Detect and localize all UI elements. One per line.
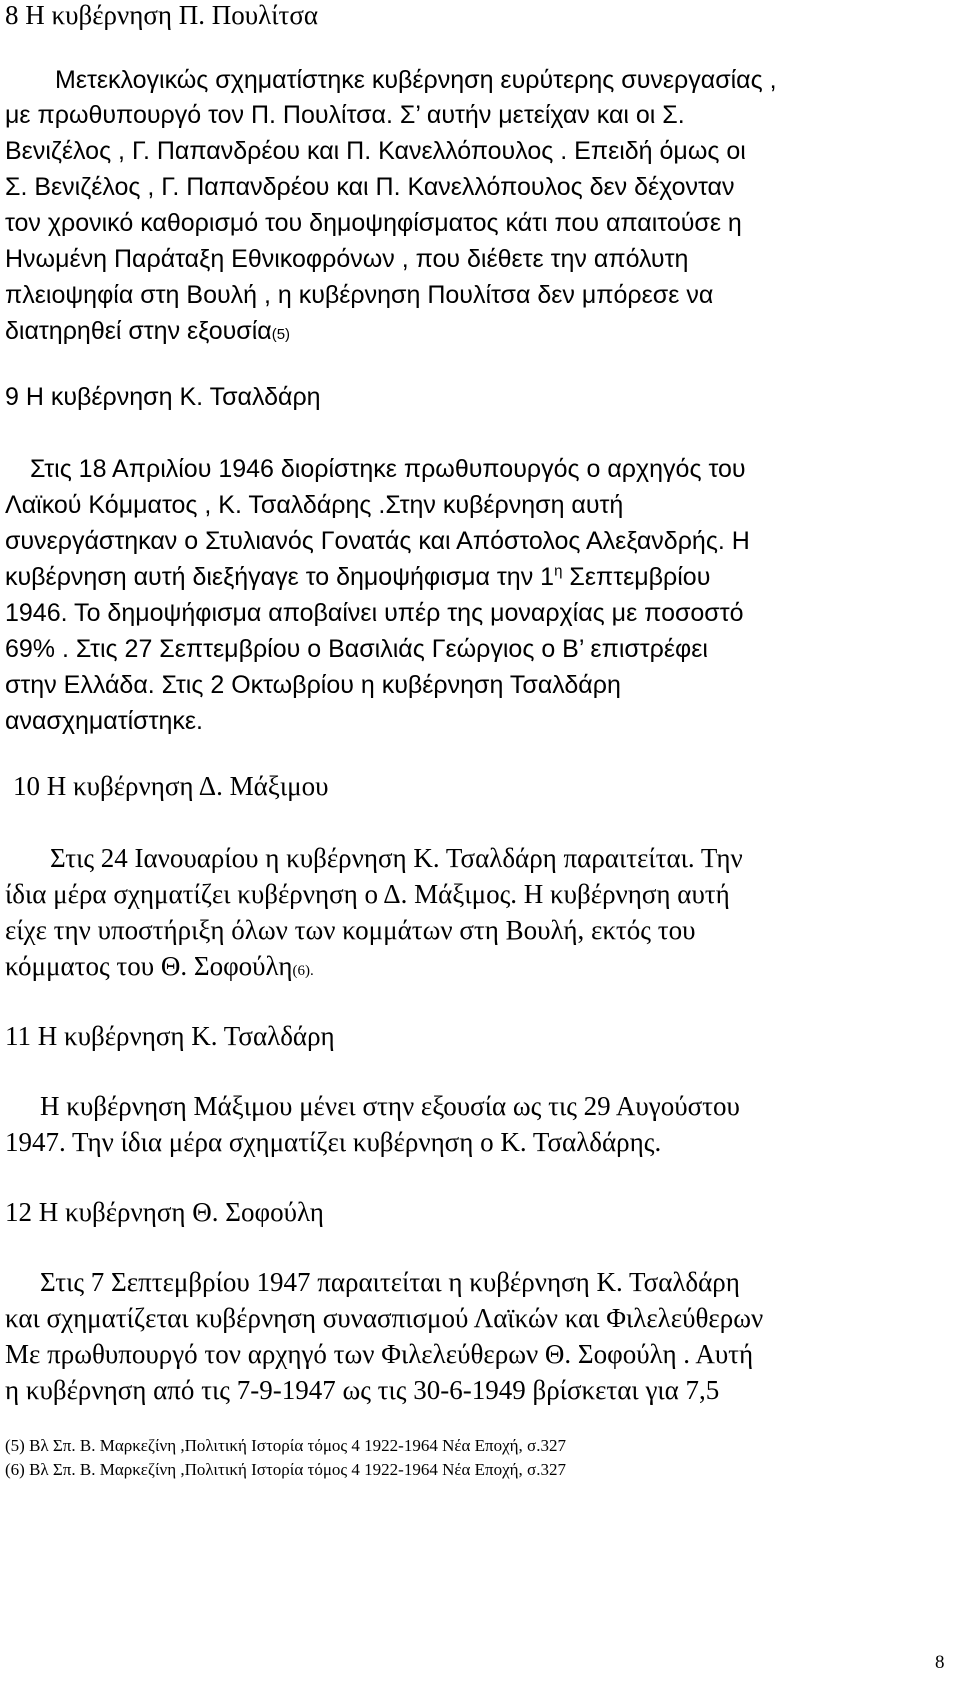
paragraph-text: κόμματος του Θ. Σοφούλη: [5, 951, 293, 981]
paragraph-line: η κυβέρνηση από τις 7-9-1947 ως τις 30-6-1949 βρίσκεται για 7,5: [5, 1375, 720, 1405]
paragraph-line: 1947. Την ίδια μέρα σχηματίζει κυβέρνηση ο Κ. Τσαλδάρης.: [5, 1127, 662, 1157]
paragraph-line: 1946. Το δημοψήφισμα αποβαίνει υπέρ της μοναρχίας με ποσοστό: [5, 599, 744, 627]
section-heading-10: 10 Η κυβέρνηση Δ. Μάξιμου: [13, 771, 329, 801]
paragraph-line: [5, 316, 290, 350]
footnote-ref: (5): [271, 326, 291, 343]
page-number: 8: [935, 1652, 945, 1673]
paragraph-line: [5, 951, 314, 986]
paragraph-line: 69% . Στις 27 Σεπτεμβρίου ο Βασιλιάς Γεώργιος ο Β’ επιστρέφει: [5, 635, 708, 663]
paragraph-line: είχε την υποστήριξη όλων των κομμάτων στη Βουλή, εκτός του: [5, 915, 696, 945]
paragraph-line: Η κυβέρνηση Μάξιμου μένει στην εξουσία ως τις 29 Αυγούστου: [40, 1091, 740, 1121]
section-heading-9: 9 Η κυβέρνηση Κ. Τσαλδάρη: [5, 383, 321, 411]
paragraph-line: στην Ελλάδα. Στις 2 Οκτωβρίου η κυβέρνηση Τσαλδάρη: [5, 671, 621, 699]
footnote-ref: (6).: [292, 963, 314, 979]
paragraph-line: [5, 562, 710, 592]
section-heading-8: 8 Η κυβέρνηση Π. Πουλίτσα: [5, 0, 319, 30]
paragraph-line: Σ. Βενιζέλος , Γ. Παπανδρέου και Π. Κανελλόπουλος δεν δέχονταν: [5, 173, 735, 201]
paragraph-line: ίδια μέρα σχηματίζει κυβέρνηση ο Δ. Μάξιμος. Η κυβέρνηση αυτή: [5, 879, 730, 909]
footnote-6: (6) Βλ Σπ. Β. Μαρκεζίνη ,Πολιτική Ιστορία τόμος 4 1922-1964 Νέα Εποχή, σ.327: [5, 1460, 566, 1479]
paragraph-line: Ηνωμένη Παράταξη Εθνικοφρόνων , που διέθετε την απόλυτη: [5, 245, 689, 273]
paragraph-line: Στις 24 Ιανουαρίου η κυβέρνηση Κ. Τσαλδάρη παραιτείται. Την: [50, 843, 743, 873]
footnote-5: (5) Βλ Σπ. Β. Μαρκεζίνη ,Πολιτική Ιστορία τόμος 4 1922-1964 Νέα Εποχή, σ.327: [5, 1436, 566, 1455]
paragraph-line: Μετεκλογικώς σχηματίστηκε κυβέρνηση ευρύτερης συνεργασίας ,: [55, 66, 777, 94]
section-heading-12: 12 Η κυβέρνηση Θ. Σοφούλη: [5, 1197, 324, 1227]
paragraph-line: Λαϊκού Κόμματος , Κ. Τσαλδάρης .Στην κυβέρνηση αυτή: [5, 491, 624, 519]
paragraph-line: με πρωθυπουργό τον Π. Πουλίτσα. Σ’ αυτήν μετείχαν και οι Σ.: [5, 101, 685, 129]
paragraph-text: κυβέρνηση αυτή διεξήγαγε το δημοψήφισμα την 1: [5, 563, 555, 591]
paragraph-line: Στις 18 Απριλίου 1946 διορίστηκε πρωθυπουργός ο αρχηγός του: [30, 455, 746, 483]
paragraph-line: συνεργάστηκαν ο Στυλιανός Γονατάς και Απόστολος Αλεξανδρής. Η: [5, 527, 750, 555]
paragraph-line: πλειοψηφία στη Βουλή , η κυβέρνηση Πουλίτσα δεν μπόρεσε να: [5, 281, 714, 309]
paragraph-line: Στις 7 Σεπτεμβρίου 1947 παραιτείται η κυβέρνηση Κ. Τσαλδάρη: [40, 1267, 740, 1297]
paragraph-text: Σεπτεμβρίου: [569, 563, 711, 591]
paragraph-line: Με πρωθυπουργό τον αρχηγό των Φιλελεύθερων Θ. Σοφούλη . Αυτή: [5, 1339, 754, 1369]
paragraph-line: τον χρονικό καθορισμό του δημοψηφίσματος κάτι που απαιτούσε η: [5, 209, 742, 237]
section-heading-11: 11 Η κυβέρνηση Κ. Τσαλδάρη: [5, 1021, 335, 1051]
paragraph-line: Βενιζέλος , Γ. Παπανδρέου και Π. Κανελλόπουλος . Επειδή όμως οι: [5, 137, 746, 165]
ordinal-superscript: η: [554, 562, 563, 580]
paragraph-line: και σχηματίζεται κυβέρνηση συνασπισμού Λαϊκών και Φιλελεύθερων: [5, 1303, 764, 1333]
paragraph-text: διατηρηθεί στην εξουσία: [5, 317, 272, 345]
paragraph-line: ανασχηματίστηκε.: [5, 707, 203, 735]
